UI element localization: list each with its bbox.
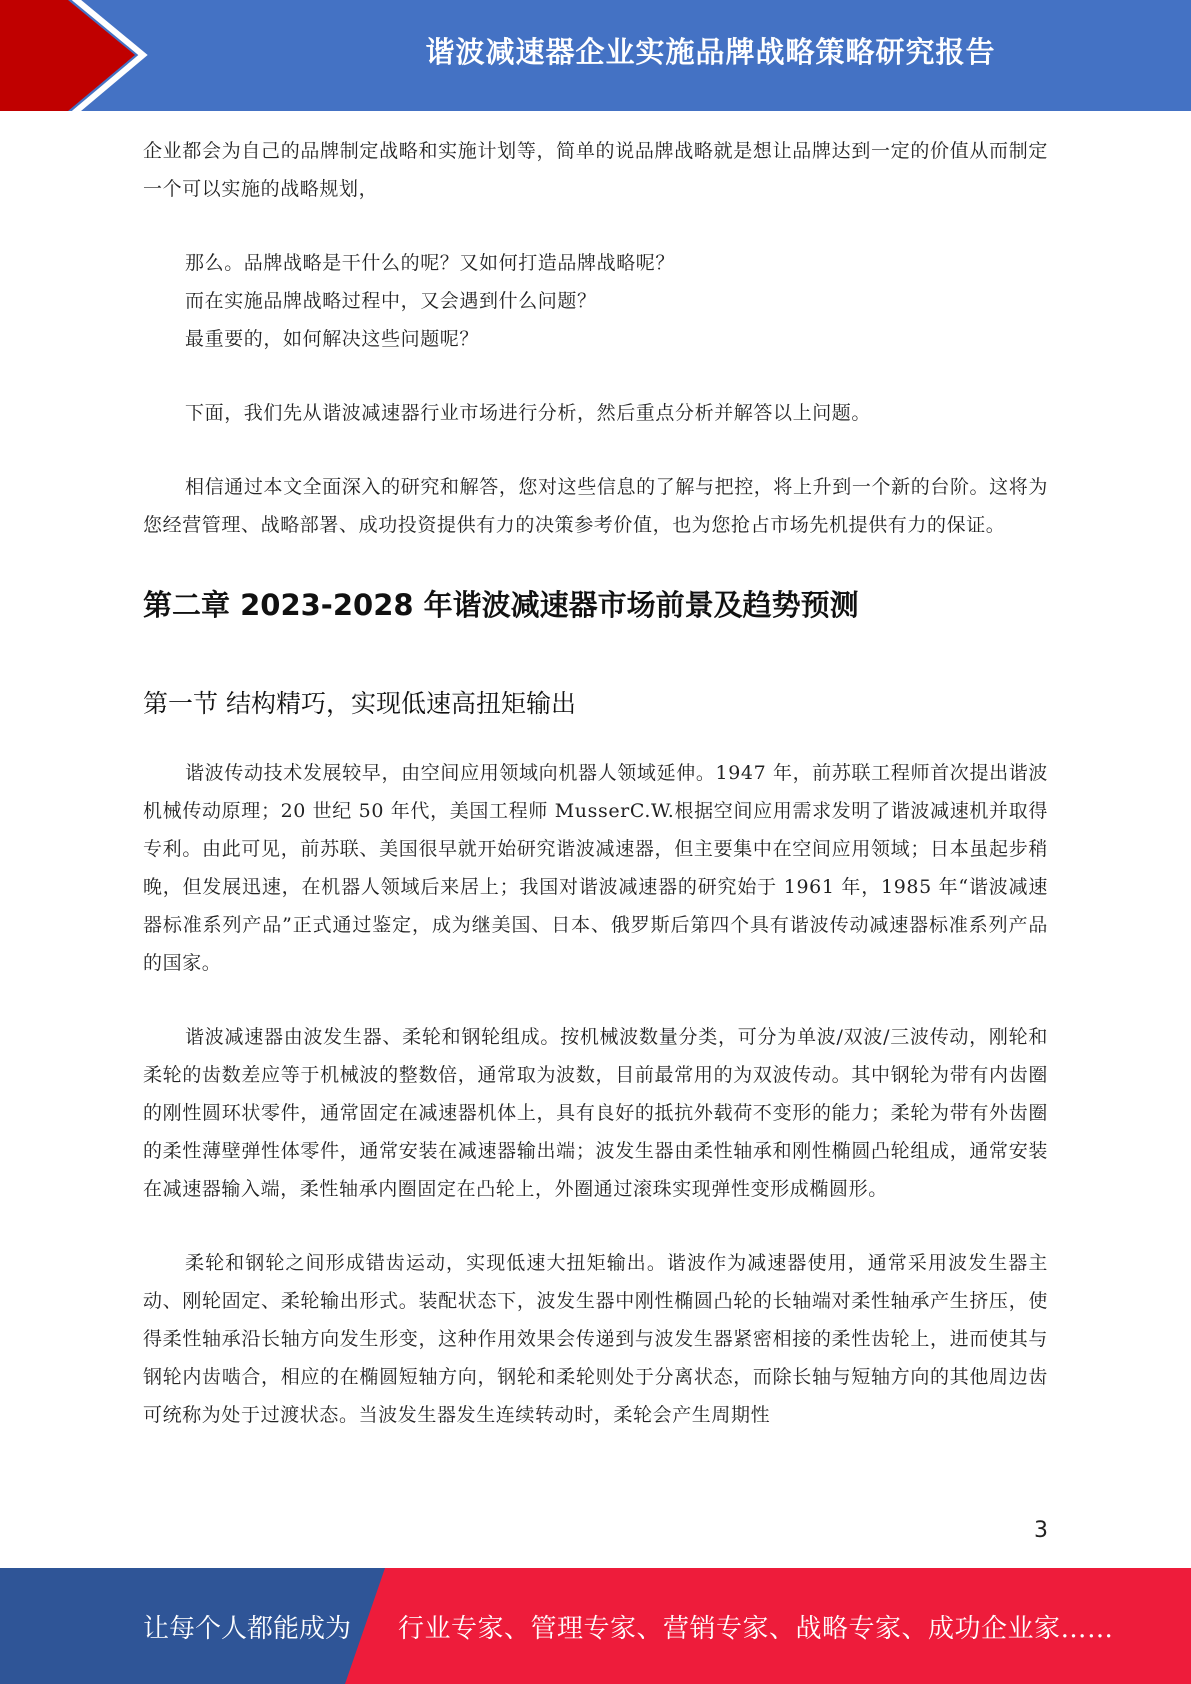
red-arrow-decoration [0,0,160,111]
chapter-title: 第二章 2023-2028 年谐波减速器市场前景及趋势预测 [143,588,859,622]
section-title: 第一节 结构精巧，实现低速高扭矩输出 [143,689,576,718]
intro-paragraph-1: 企业都会为自己的品牌制定战略和实施计划等，简单的说品牌战略就是想让品牌达到一定的价值从而制定一个可以实施的战略规划， [143,140,1048,200]
section-paragraph-2: 谐波减速器由波发生器、柔轮和钢轮组成。按机械波数量分类，可分为单波/双波/三波传动，刚轮和柔轮的齿数差应等于机械波的整数倍，通常取为波数，目前最常用的为双波传动。其中钢轮为带有内齿圈的刚性圆环状零件，通常固定在减速器机体上，具有良好的抵抗外载荷不变形的能力；柔轮为带有外齿圈的柔性薄壁弹性体零件，通常安装在减速器输出端；波发生器由柔性轴承和刚性椭圆凸轮组成，通常安装在减速器输入端，柔性轴承内圈固定在凸轮上，外圈通过滚珠实现弹性变形成椭圆形。 [143,1026,1048,1200]
intro-question-1: 那么。品牌战略是干什么的呢？又如何打造品牌战略呢？ [185,252,676,274]
page-footer [0,1568,1191,1684]
intro-paragraph-3: 相信通过本文全面深入的研究和解答，您对这些信息的了解与把控，将上升到一个新的台阶。这将为您经营管理、战略部署、成功投资提供有力的决策参考价值，也为您抢占市场先机提供有力的保证。 [143,476,1048,536]
intro-paragraph-2: 下面，我们先从谐波减速器行业市场进行分析，然后重点分析并解答以上问题。 [185,402,872,424]
footer-slogan-right: 行业专家、管理专家、营销专家、战略专家、成功企业家…… [398,1613,1114,1644]
intro-question-2: 而在实施品牌战略过程中，又会遇到什么问题？ [185,290,597,312]
section-paragraph-1: 谐波传动技术发展较早，由空间应用领域向机器人领域延伸。1947 年，前苏联工程师首次提出谐波机械传动原理；20 世纪 50 年代，美国工程师 MusserC.W.根据空间应用需求发明了谐波减速机并取得专利。由此可见，前苏联、美国很早就开始研究谐波减速器，但主要集中在空间应用领域；日本虽起步稍晚，但发展迅速，在机器人领域后来居上；我国对谐波减速器的研究始于 1961 年，1985 年“谐波减速器标准系列产品”正式通过鉴定，成为继美国、日本、俄罗斯后第四个具有谐波传动减速器标准系列产品的国家。 [143,762,1048,974]
page-header [0,0,1191,111]
report-title: 谐波减速器企业实施品牌战略策略研究报告 [425,35,996,69]
page-number: 3 [1034,1518,1048,1543]
intro-question-3: 最重要的，如何解决这些问题呢？ [185,328,480,350]
section-paragraph-3: 柔轮和钢轮之间形成错齿运动，实现低速大扭矩输出。谐波作为减速器使用，通常采用波发生器主动、刚轮固定、柔轮输出形式。装配状态下，波发生器中刚性椭圆凸轮的长轴端对柔性轴承产生挤压，使得柔性轴承沿长轴方向发生形变，这种作用效果会传递到与波发生器紧密相接的柔性齿轮上，进而使其与钢轮内齿啮合，相应的在椭圆短轴方向，钢轮和柔轮则处于分离状态，而除长轴与短轴方向的其他周边齿可统称为处于过渡状态。当波发生器发生连续转动时，柔轮会产生周期性 [143,1252,1048,1426]
footer-slogan-left: 让每个人都能成为 [143,1613,352,1644]
page-content [143,132,1048,1434]
